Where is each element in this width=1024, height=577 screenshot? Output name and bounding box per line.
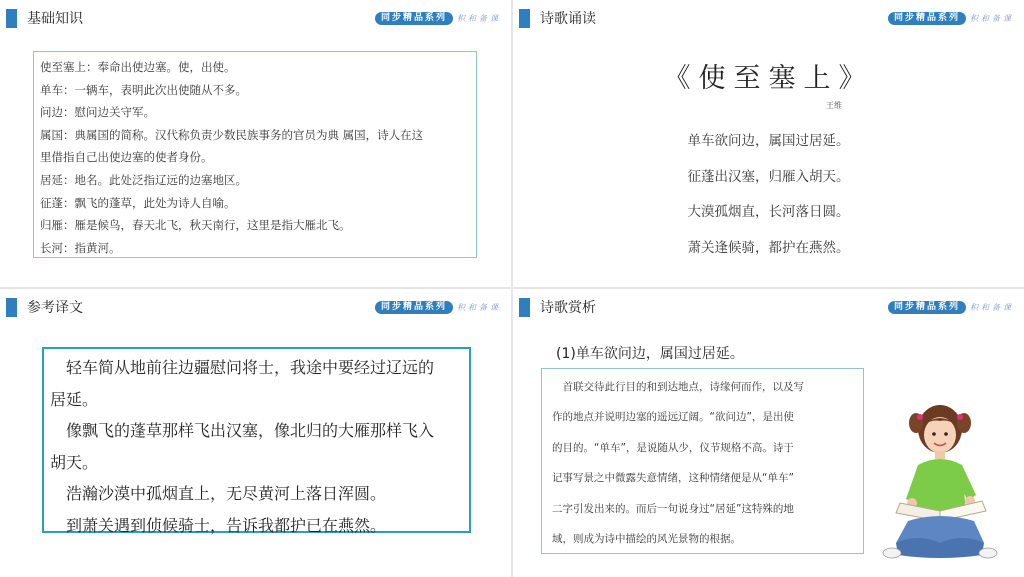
slide-title: 诗歌赏析 <box>540 300 596 316</box>
quoted-verse: (1)单车欲问边，属国过居延。 <box>556 346 744 362</box>
poem-line: 单车欲问边，属国过居延。 <box>687 133 850 149</box>
slide-title: 基础知识 <box>27 11 83 27</box>
brand-series: 同步精品系列 <box>888 301 966 314</box>
analysis-line: 二字引发出来的。而后一句说身过“居延”这特殊的地 <box>552 502 794 515</box>
header-accent-bar <box>519 9 530 28</box>
header-accent-bar <box>6 9 17 28</box>
reading-girl-illustration <box>878 403 998 563</box>
translation-box <box>42 347 471 533</box>
translation-line: 像飘飞的蓬草那样飞出汉塞，像北归的大雁那样飞入 <box>50 421 435 440</box>
brand-series: 同步精品系列 <box>888 12 966 25</box>
poem-line: 萧关逢候骑，都护在燕然。 <box>687 240 850 256</box>
translation-line: 到萧关遇到侦候骑士，告诉我都护已在燕然。 <box>50 515 387 535</box>
definition-line: 使至塞上：奉命出使边塞。使，出使。 <box>40 60 236 74</box>
brand-series: 同步精品系列 <box>375 301 453 314</box>
slide-title: 诗歌诵读 <box>540 11 596 27</box>
brand-logo <box>375 301 501 314</box>
analysis-line: 记事写景之中微露失意情绪，这种情绪便是从“单车” <box>552 472 794 485</box>
definition-line: 单车：一辆车，表明此次出使随从不多。 <box>40 82 247 97</box>
brand-sub: 积和备课 <box>457 14 501 23</box>
analysis-line: 的目的。“单车”，是说随从少，仪节规格不高。诗于 <box>552 441 794 454</box>
slide-poem-reading[interactable] <box>513 0 1024 287</box>
analysis-box <box>541 368 864 554</box>
poem-line: 大漠孤烟直，长河落日圆。 <box>687 204 850 220</box>
translation-line: 轻车简从地前往边疆慰问将士，我途中要经过辽远的 <box>50 358 435 377</box>
header-accent-bar <box>6 298 17 317</box>
brand-sub: 积和备课 <box>970 303 1014 312</box>
translation-line: 居延。 <box>50 389 99 409</box>
brand-logo <box>888 12 1014 25</box>
brand-logo <box>888 301 1014 314</box>
header-accent-bar <box>519 298 530 317</box>
translation-line: 浩瀚沙漠中孤烟直上，无尽黄河上落日浑圆。 <box>50 484 387 503</box>
slide-basic-knowledge[interactable] <box>0 0 511 287</box>
definition-line: 里借指自己出使边塞的使者身份。 <box>40 150 213 165</box>
slide-title: 参考译文 <box>27 300 83 316</box>
definitions-box <box>33 51 477 258</box>
definition-line: 问边：慰问边关守军。 <box>40 105 155 120</box>
brand-logo <box>375 12 501 25</box>
definition-line: 居延：地名。此处泛指辽远的边塞地区。 <box>40 172 247 187</box>
analysis-line: 域，则成为诗中描绘的风光景物的根据。 <box>552 533 741 546</box>
definition-line: 属国：典属国的简称。汉代称负责少数民族事务的官员为典 属国，诗人在这 <box>40 127 424 142</box>
poem-author: 王维 <box>826 101 842 110</box>
analysis-line: 作的地点并说明边塞的遥远辽阔。“欲问边”，是出使 <box>552 411 794 424</box>
brand-sub: 积和备课 <box>457 303 501 312</box>
definition-line: 长河：指黄河。 <box>40 240 121 255</box>
definition-line: 征蓬：飘飞的蓬草，此处为诗人自喻。 <box>40 195 236 210</box>
poem-line: 征蓬出汉塞，归雁入胡天。 <box>687 169 850 185</box>
slide-translation[interactable] <box>0 289 511 577</box>
brand-sub: 积和备课 <box>970 14 1014 23</box>
brand-series: 同步精品系列 <box>375 12 453 25</box>
translation-line: 胡天。 <box>50 452 99 472</box>
poem-title: 《使至塞上》 <box>663 63 874 94</box>
slide-poem-appreciation[interactable] <box>513 289 1024 577</box>
analysis-line: 首联交待此行目的和到达地点，诗缘何而作，以及写 <box>552 381 804 393</box>
definition-line: 归雁：雁是候鸟，春天北飞，秋天南行，这里是指大雁北飞。 <box>40 218 351 233</box>
